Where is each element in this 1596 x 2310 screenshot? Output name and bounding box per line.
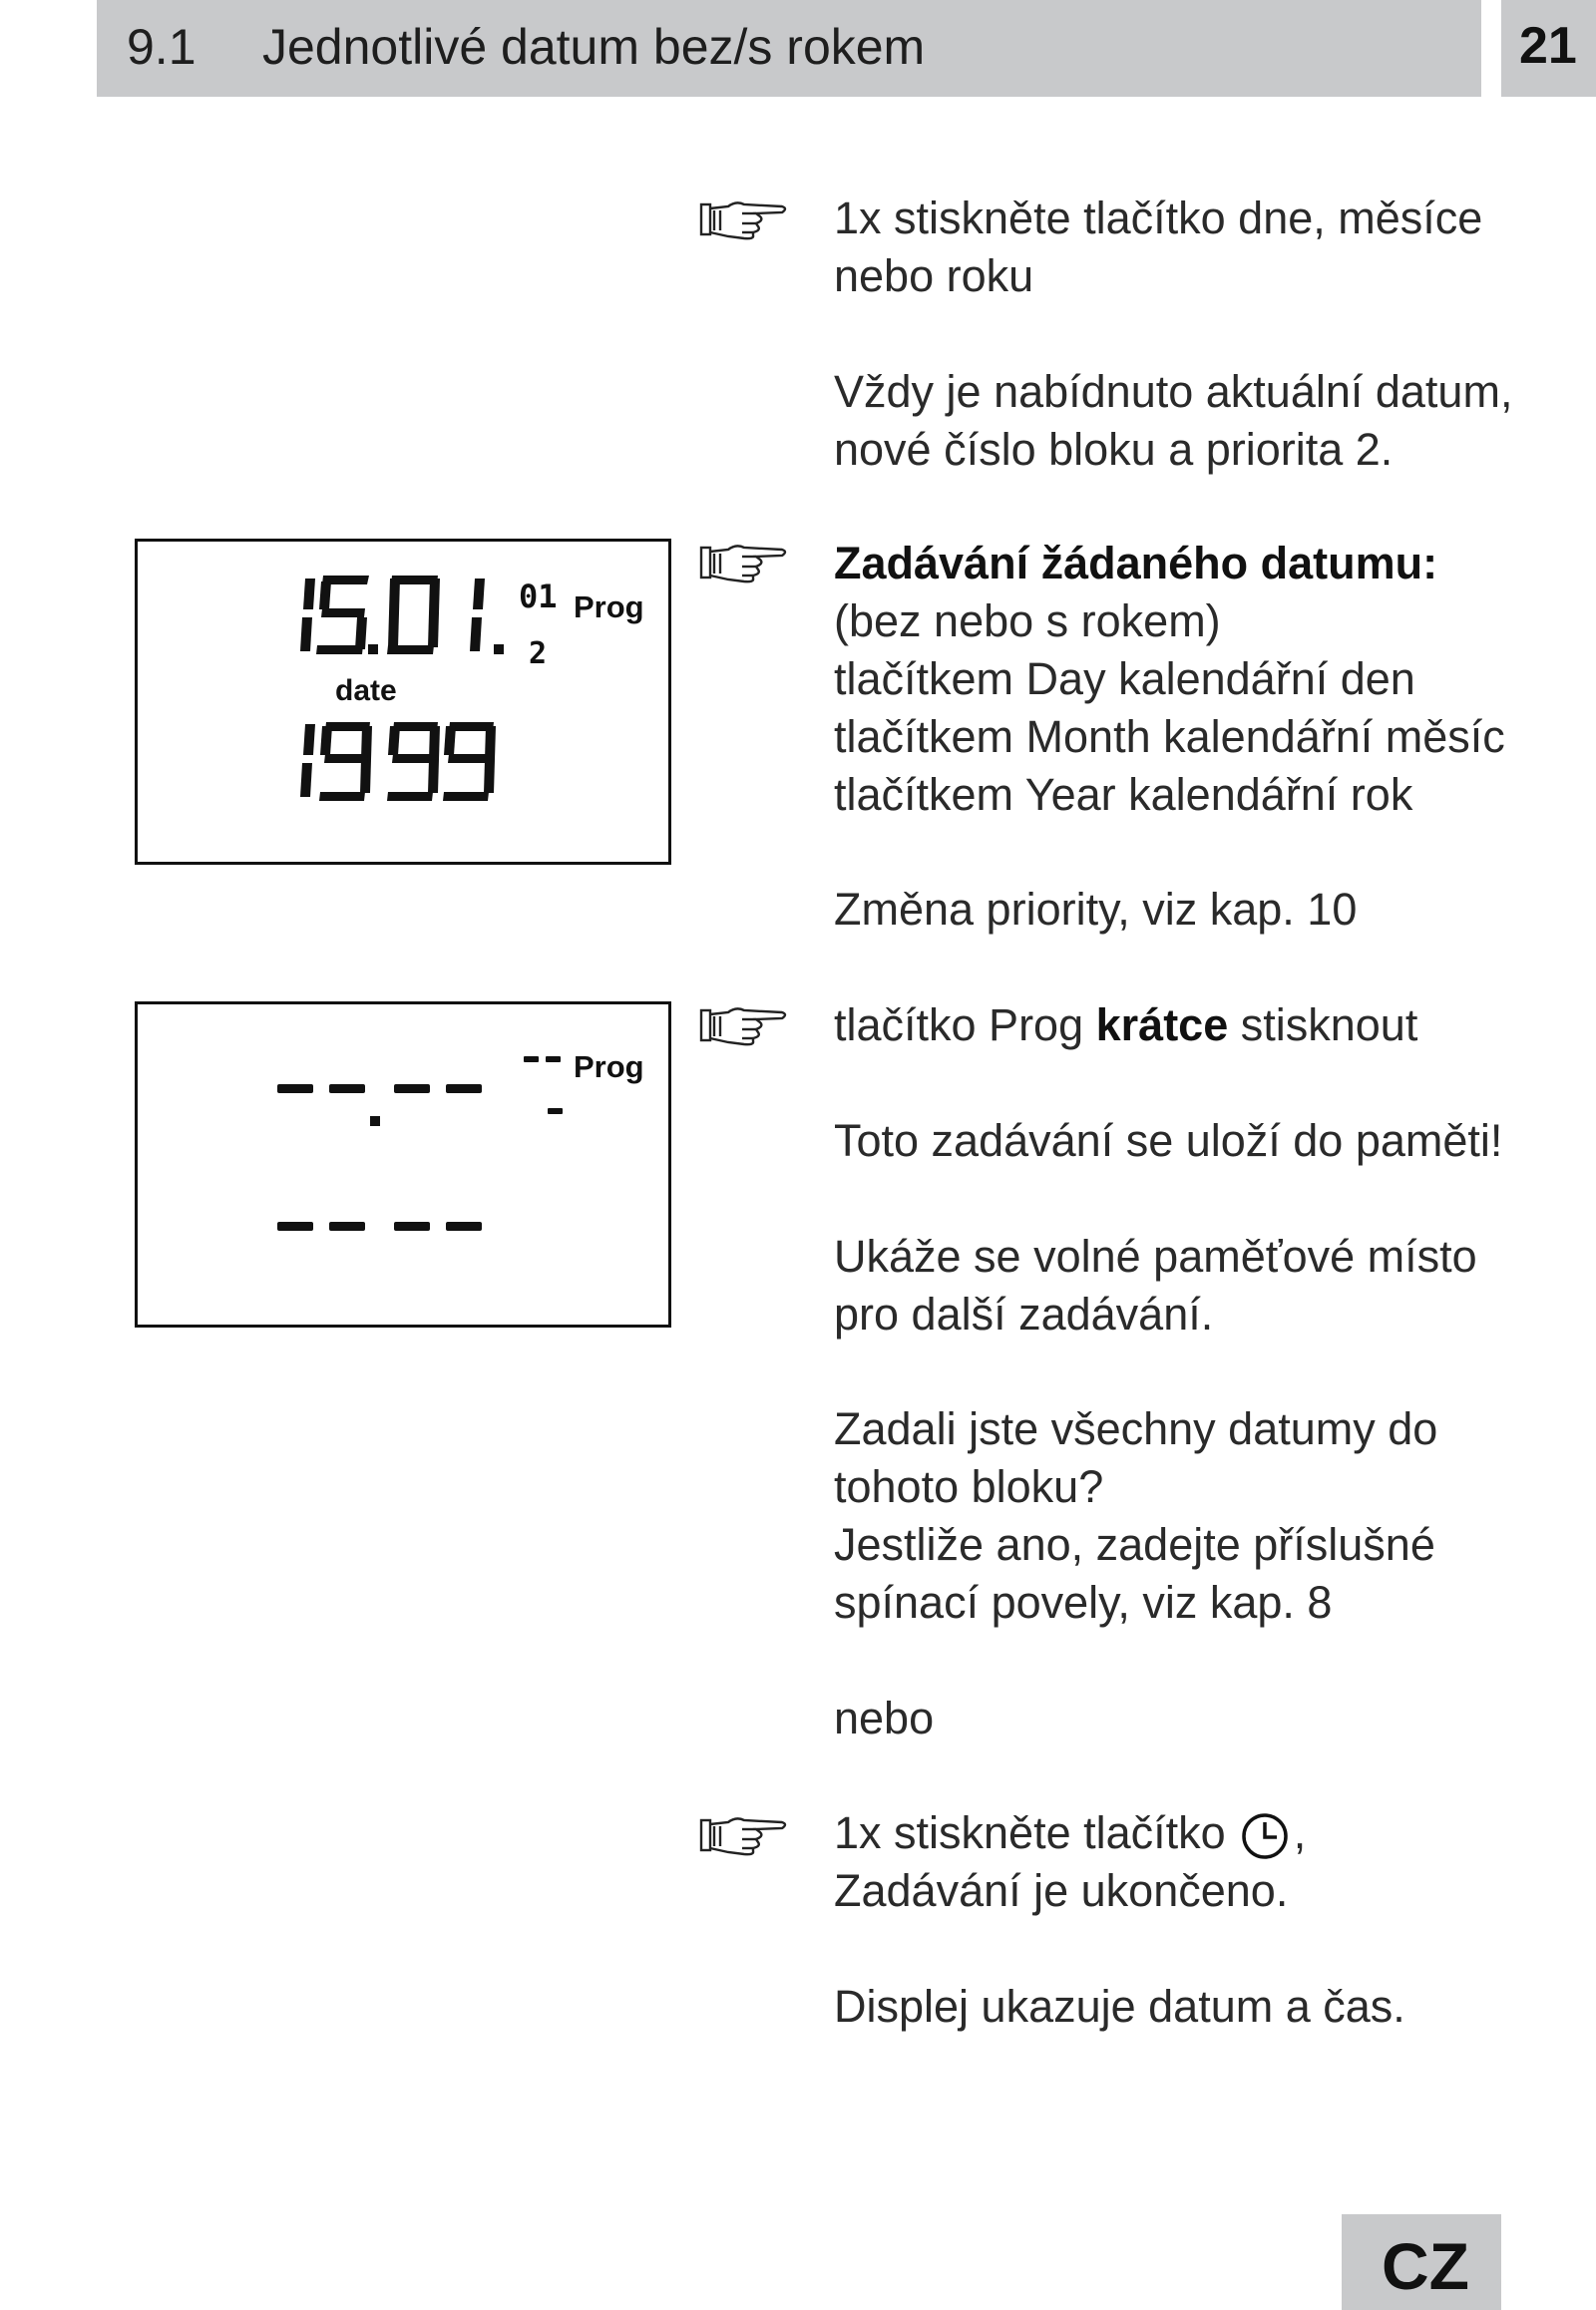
note-saved-to-memory xyxy=(834,1112,1532,1170)
text-prefix: tlačítko Prog xyxy=(834,999,1096,1050)
text-line xyxy=(834,1804,1532,1862)
text-line xyxy=(834,996,1532,1054)
text-line: nebo xyxy=(834,1693,935,1743)
lcd-prog-label: Prog xyxy=(574,1049,644,1084)
note-or xyxy=(834,1690,1532,1747)
note-current-date-offered xyxy=(834,363,1532,479)
text-line: tlačítkem Month kalendářní měsíc xyxy=(834,711,1505,762)
text-line: Vždy je nabídnuto aktuální datum, xyxy=(834,366,1513,417)
text-line: 1x stiskněte tlačítko dne, měsíce xyxy=(834,192,1483,243)
section-number: 9.1 xyxy=(127,19,197,75)
clock-icon xyxy=(1240,1811,1290,1861)
text-line: nové číslo bloku a priorita 2. xyxy=(834,424,1394,475)
instruction-press-day-month-year xyxy=(834,190,1532,305)
section-title: Jednotlivé datum bez/s rokem xyxy=(262,19,926,75)
instruction-press-clock xyxy=(834,1804,1532,1920)
note-priority-change xyxy=(834,881,1532,939)
text-line: tlačítkem Year kalendářní rok xyxy=(834,769,1413,820)
instruction-enter-date xyxy=(834,535,1532,824)
text-prefix: 1x stiskněte tlačítko xyxy=(834,1807,1226,1858)
text-line: Zadávání je ukončeno. xyxy=(834,1865,1289,1916)
text-line: Jestliže ano, zadejte příslušné xyxy=(834,1519,1435,1570)
note-free-memory-slot xyxy=(834,1228,1532,1344)
text-suffix: stisknout xyxy=(1228,999,1418,1050)
pointing-hand-icon xyxy=(698,540,790,585)
pointing-hand-icon xyxy=(698,1812,790,1858)
pointing-hand-icon xyxy=(698,1002,790,1048)
text-line: tohoto bloku? xyxy=(834,1461,1104,1512)
text-line: tlačítkem Day kalendářní den xyxy=(834,653,1415,704)
text-line: Toto zadávání se uloží do paměti! xyxy=(834,1115,1503,1166)
text-line: Ukáže se volné paměťové místo xyxy=(834,1231,1477,1282)
text-line: Změna priority, viz kap. 10 xyxy=(834,884,1358,935)
text-suffix: , xyxy=(1293,1807,1307,1858)
language-tab xyxy=(1342,2214,1501,2310)
language-label: CZ xyxy=(1382,2229,1469,2303)
instruction-heading: Zadávání žádaného datumu: xyxy=(834,538,1438,588)
page-number: 21 xyxy=(1519,17,1577,75)
section-header xyxy=(97,0,1481,97)
lcd-priority: 2 xyxy=(529,636,548,671)
lcd-display-empty-slot xyxy=(135,1001,671,1328)
text-emphasis: krátce xyxy=(1095,999,1229,1050)
note-display-shows-date-time xyxy=(834,1978,1532,2036)
lcd-display-date-entry xyxy=(135,539,671,865)
lcd-prog-label: Prog xyxy=(574,589,644,624)
text-line: pro další zadávání. xyxy=(834,1289,1214,1340)
text-line: (bez nebo s rokem) xyxy=(834,595,1221,646)
pointing-hand-icon xyxy=(698,196,790,242)
text-line: nebo roku xyxy=(834,250,1034,301)
text-line: Displej ukazuje datum a čas. xyxy=(834,1981,1405,2032)
instruction-press-prog xyxy=(834,996,1532,1054)
text-line: Zadali jste všechny datumy do xyxy=(834,1403,1438,1454)
page-number-tab xyxy=(1501,0,1596,97)
note-all-dates-entered xyxy=(834,1400,1532,1632)
lcd-block-number: 01 xyxy=(519,578,558,615)
text-line: spínací povely, viz kap. 8 xyxy=(834,1577,1333,1628)
lcd-date-label: date xyxy=(335,674,397,707)
